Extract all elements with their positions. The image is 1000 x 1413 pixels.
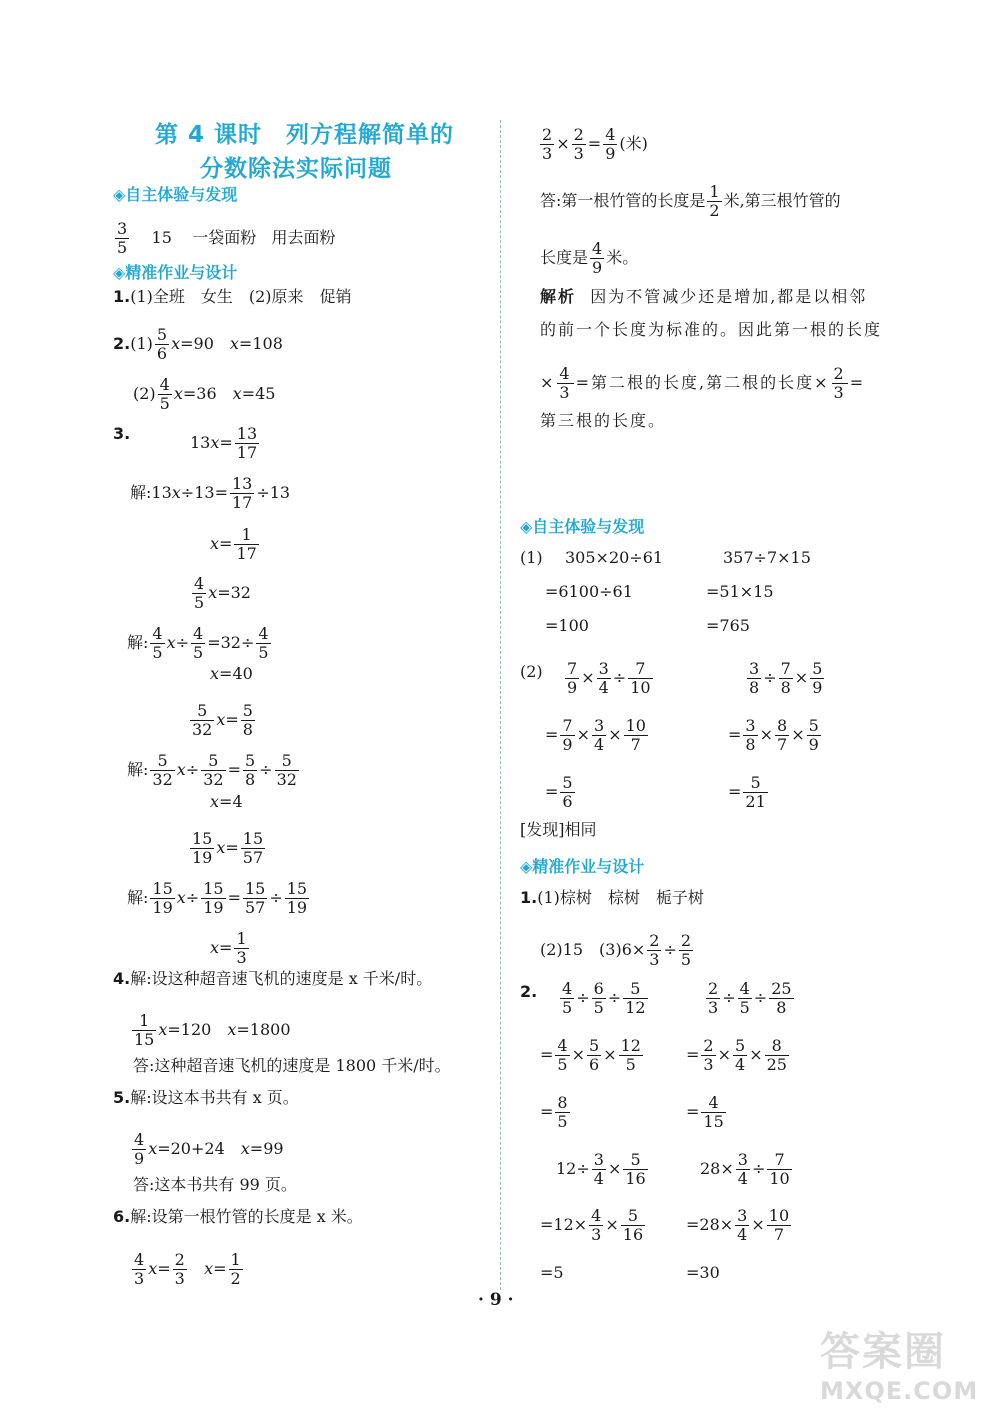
p1-line1: 1.(1)棕树 棕树 栀子树 (520, 888, 704, 907)
p2-d-line1: 28× $\frac{3}{4}$ ÷ $\frac{7}{10}$ (700, 1150, 790, 1188)
calc1-a-line3: =100 (545, 616, 589, 635)
page-number: · 9 · (478, 1290, 514, 1310)
p2-c-line2: =12× $\frac{4}{3}$ × $\frac{5}{16}$ (540, 1206, 644, 1244)
p2-a-line3: = $\frac{8}{5}$ (540, 1093, 568, 1131)
q3-e2-answer: x=40 (210, 664, 253, 683)
q4-equation: $\frac{1}{15}$ x=120 x=1800 (134, 1011, 291, 1049)
p2-number: 2. (520, 982, 538, 1001)
q3-e1-answer: x= $\frac{1}{17}$ (210, 525, 257, 563)
q3-e2-equation: $\frac{4}{5}$ x=32 (194, 574, 251, 612)
watermark-line1: 答案圈 (820, 1329, 946, 1375)
p2-a-line2: = $\frac{4}{5}$ × $\frac{5}{6}$ × $\frac{12}{5}$ (540, 1036, 641, 1074)
explore-answer-line: $\frac{3}{5}$ 15 一袋面粉 用去面粉 (117, 219, 336, 257)
q3-e3-solution: 解: $\frac{5}{32}$ x÷ $\frac{5}{32}$ = $\frac{5}{8}$ ÷ $\frac{5}{32}$ (127, 751, 297, 789)
p1-line2: (2)15 (3)6× $\frac{2}{3}$ ÷ $\frac{2}{5}$ (540, 931, 692, 969)
calc1-b-line2: =51×15 (706, 582, 774, 601)
calc1-a-line2: =6100÷61 (545, 582, 633, 601)
section-explore-left: ◈自主体验与发现 (113, 185, 238, 204)
q6-answer-line1: 答:第一根竹管的长度是 $\frac{1}{2}$ 米,第三根竹管的 (540, 182, 841, 220)
q3-e1-equation: 13x= $\frac{13}{17}$ (190, 424, 258, 462)
q3-number: 3. (113, 424, 131, 443)
q3-e4-equation: $\frac{15}{19}$ x= $\frac{15}{57}$ (192, 829, 264, 867)
analysis-line4: 第三根的长度。 (540, 411, 667, 430)
q3-e1-solution: 解:13x÷13= $\frac{13}{17}$ ÷13 (130, 474, 291, 512)
q3-e3-equation: $\frac{5}{32}$ x= $\frac{5}{8}$ (192, 701, 253, 739)
p2-c-line3: =5 (540, 1263, 564, 1282)
section-practice-right: ◈精准作业与设计 (520, 857, 645, 876)
watermark-logo (820, 1320, 990, 1405)
analysis-line1: 解析 因为不管减少还是增加,都是以相邻 (540, 287, 868, 306)
calc1-b-line3: =765 (706, 616, 750, 635)
calc2-a-line2: = $\frac{7}{9}$ × $\frac{3}{4}$ × $\frac{10}{7}$ (545, 716, 646, 754)
q4-answer: 答:这种超音速飞机的速度是 1800 千米/时。 (133, 1056, 451, 1075)
q6-setup: 6.解:设第一根竹管的长度是 x 米。 (113, 1207, 363, 1226)
calc2-label: (2) (520, 662, 543, 681)
column-divider (500, 120, 501, 1290)
q5-equation: $\frac{4}{9}$ x=20+24 x=99 (134, 1130, 284, 1168)
p2-b-line2: = $\frac{2}{3}$ × $\frac{5}{4}$ × $\frac{8}{25}$ (686, 1036, 787, 1074)
discovery-line: [发现]相同 (520, 820, 597, 839)
q1-line: 1.(1)全班 女生 (2)原来 促销 (113, 287, 352, 306)
analysis-line2: 的前一个长度为标准的。因此第一根的长度 (540, 320, 883, 339)
q5-answer: 答:这本书共有 99 页。 (133, 1175, 297, 1194)
lesson4-title-line2: 分数除法实际问题 (200, 156, 392, 182)
analysis-line3: × $\frac{4}{3}$ =第二根的长度,第二根的长度× $\frac{2}{3}$ = (540, 364, 866, 402)
q3-e4-solution: 解: $\frac{15}{19}$ x÷ $\frac{15}{19}$ = $\frac{15}{57}$ ÷ $\frac{15}{19}$ (127, 879, 308, 917)
calc2-a-line3: = $\frac{5}{6}$ (545, 773, 573, 811)
lesson4-title-line1: 第 4 课时 列方程解简单的 (155, 122, 455, 148)
q3-e3-answer: x=4 (210, 792, 243, 811)
q3-e2-solution: 解: $\frac{4}{5}$ x÷ $\frac{4}{5}$ =32÷ $\frac{4}{5}$ (127, 624, 269, 662)
calc2-b-line1: $\frac{3}{8}$ ÷ $\frac{7}{8}$ × $\frac{5}{9}$ (749, 659, 823, 697)
q2-b-line: (2) $\frac{4}{5}$ x=36 x=45 (133, 375, 276, 413)
calc1-b-line1: 357÷7×15 (723, 548, 811, 567)
p2-b-line1: $\frac{2}{3}$ ÷ $\frac{4}{5}$ ÷ $\frac{25}{8}$ (708, 979, 792, 1017)
q6-calc-line: $\frac{2}{3}$ × $\frac{2}{3}$ = $\frac{4}{9}$ (米) (542, 125, 648, 163)
calc2-b-line2: = $\frac{3}{8}$ × $\frac{8}{7}$ × $\frac{5}{9}$ (728, 716, 819, 754)
p2-c-line1: 12÷ $\frac{3}{4}$ × $\frac{5}{16}$ (556, 1150, 646, 1188)
q2-a-line: 2.(1) $\frac{5}{6}$ x=90 x=108 (113, 325, 283, 363)
p2-b-line3: = $\frac{4}{15}$ (686, 1093, 724, 1131)
q6-answer-line2: 长度是 $\frac{4}{9}$ 米。 (540, 239, 639, 277)
q6-equation: $\frac{4}{3}$ x= $\frac{2}{3}$ x= $\frac{1}{2}$ (134, 1250, 241, 1288)
calc2-b-line3: = $\frac{5}{21}$ (728, 773, 766, 811)
p2-d-line2: =28× $\frac{3}{4}$ × $\frac{10}{7}$ (686, 1206, 790, 1244)
calc1-a-line1: 305×20÷61 (565, 548, 664, 567)
section-explore-right: ◈自主体验与发现 (520, 517, 645, 536)
p2-a-line1: $\frac{4}{5}$ ÷ $\frac{6}{5}$ ÷ $\frac{5}{12}$ (562, 979, 646, 1017)
p2-d-line3: =30 (686, 1263, 720, 1282)
section-practice-left: ◈精准作业与设计 (113, 263, 238, 282)
q3-e4-answer: x= $\frac{1}{3}$ (210, 929, 247, 967)
calc2-a-line1: $\frac{7}{9}$ × $\frac{3}{4}$ ÷ $\frac{7}{10}$ (567, 659, 651, 697)
watermark-line2: MXQE.COM (820, 1377, 979, 1405)
q4-setup: 4.解:设这种超音速飞机的速度是 x 千米/时。 (113, 969, 433, 988)
calc1-label: (1) (520, 548, 543, 567)
q5-setup: 5.解:设这本书共有 x 页。 (113, 1088, 299, 1107)
